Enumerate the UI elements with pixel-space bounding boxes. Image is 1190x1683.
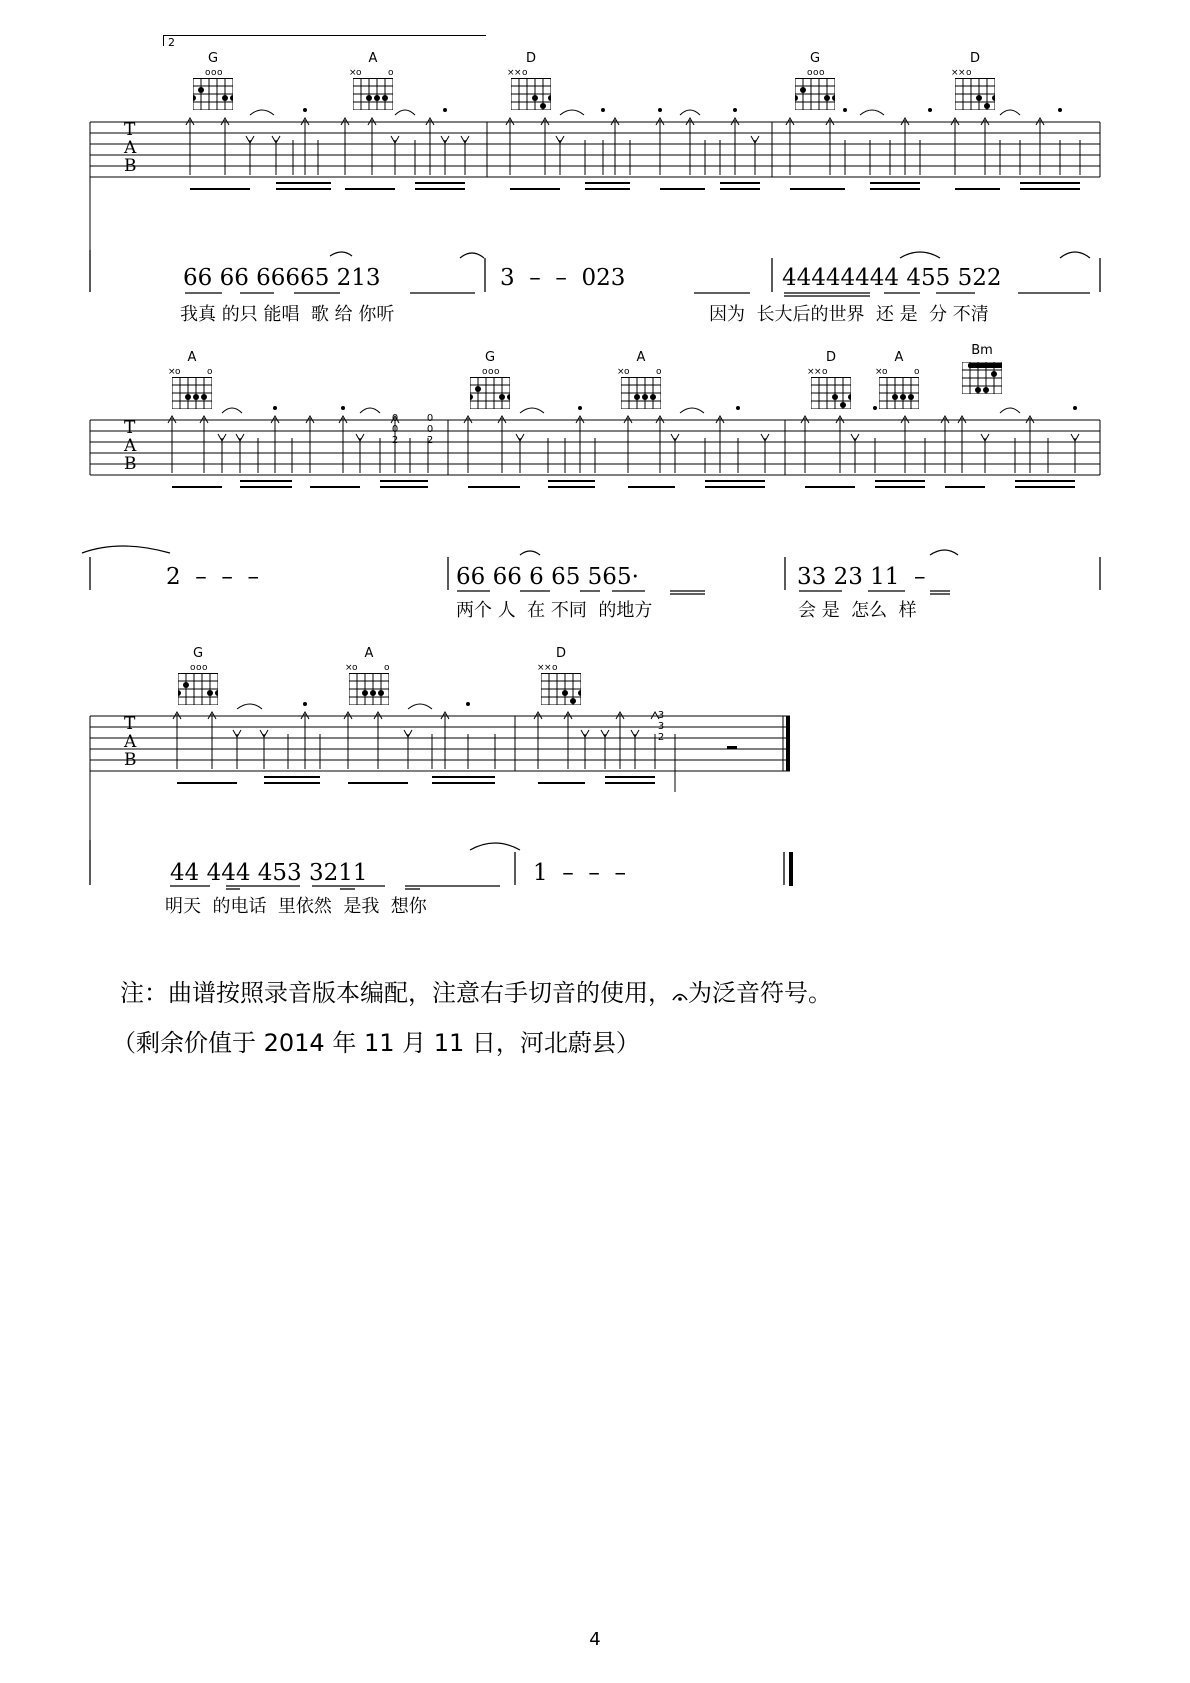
chord-name: D <box>825 350 836 365</box>
fret-number: 3 <box>657 721 665 732</box>
lyrics-line-1b: 因为 长大后的世界 还 是 分 不清 <box>709 304 989 325</box>
tab-clef-a: A <box>124 138 137 158</box>
chord-name: G <box>809 51 821 66</box>
chord-name: A <box>187 350 197 365</box>
chord-name: D <box>525 51 536 66</box>
tab-clef-b: B <box>124 750 137 770</box>
chord-open-marks: × o o <box>349 68 394 78</box>
chord-open-marks: × × o <box>807 367 828 377</box>
fret-number: 0 <box>426 424 434 435</box>
tab-clef-b: B <box>124 156 137 176</box>
chord-open-marks: × o o <box>168 367 213 377</box>
chord-name: G <box>192 646 204 661</box>
page-number: 4 <box>589 1629 601 1650</box>
fret-number: 0 <box>391 424 399 435</box>
chord-open-marks: o o o <box>807 68 825 78</box>
tab-clef-a: A <box>124 436 137 456</box>
notation-measure-6: 33 23 11 – <box>797 564 926 590</box>
chord-open-marks: × × o <box>951 68 972 78</box>
volta-bracket <box>163 35 486 49</box>
tab-clef-a: A <box>124 732 137 752</box>
fret-number: 0 <box>426 413 434 424</box>
notation-measure-1: 66 66 66665 213 <box>183 265 381 291</box>
notation-measure-2: 3 – – 023 <box>500 265 626 291</box>
notation-measure-5: 66 66 6 65 565· <box>456 564 639 590</box>
chord-name: A <box>894 350 904 365</box>
chord-open-marks: o o o <box>482 367 500 377</box>
chord-name: D <box>969 51 980 66</box>
fret-number: 2 <box>391 435 399 446</box>
chord-name: A <box>364 646 374 661</box>
notation-marks-1 <box>0 250 1190 320</box>
footnote-text-a: 注：曲谱按照录音版本编配，注意右手切音的使用， <box>120 979 672 1007</box>
tab-clef-t: T <box>124 714 136 734</box>
fret-number: 2 <box>426 435 434 446</box>
harmonic-symbol-icon <box>672 980 688 996</box>
lyrics-line-2b: 会 是 怎么 样 <box>798 600 917 621</box>
chord-open-marks: × × o <box>537 663 558 673</box>
chord-name: A <box>636 350 646 365</box>
footnote-line-1 <box>120 978 832 1008</box>
chord-name: D <box>555 646 566 661</box>
tab-clef-t: T <box>124 418 136 438</box>
fret-number: 2 <box>657 732 665 743</box>
chord-name: Bm <box>971 343 993 358</box>
chord-open-marks: × o o <box>345 663 390 673</box>
notation-measure-7: 44 444 453 3211 <box>170 860 368 886</box>
chord-open-marks: × o o <box>617 367 662 377</box>
fret-number: 0 <box>391 413 399 424</box>
footnote-text-b: 为泛音符号。 <box>688 979 832 1007</box>
notation-measure-8: 1 – – – <box>533 860 626 886</box>
notation-measure-3: 44444444 455 522 <box>782 265 1002 291</box>
chord-name: G <box>207 51 219 66</box>
chord-grid <box>962 362 1002 394</box>
lyrics-line-1a: 我真 的只 能唱 歌 给 你听 <box>180 304 395 325</box>
fret-number: 3 <box>657 710 665 721</box>
notation-measure-4: 2 – – – <box>166 564 259 590</box>
chord-open-marks: × o o <box>875 367 920 377</box>
tab-clef-t: T <box>124 120 136 140</box>
footnote-line-2: （剩余价值于 2014 年 11 月 11 日，河北蔚县） <box>112 1029 640 1057</box>
tab-clef-b: B <box>124 454 137 474</box>
chord-name: A <box>368 51 378 66</box>
lyrics-line-2a: 两个 人 在 不同 的地方 <box>456 600 653 621</box>
volta-label: 2 <box>168 36 175 49</box>
chord-name: G <box>484 350 496 365</box>
lyrics-line-3: 明天 的电话 里依然 是我 想你 <box>165 896 427 917</box>
chord-open-marks: o o o <box>205 68 223 78</box>
chord-open-marks: × × o <box>507 68 528 78</box>
chord-open-marks: o o o <box>190 663 208 673</box>
